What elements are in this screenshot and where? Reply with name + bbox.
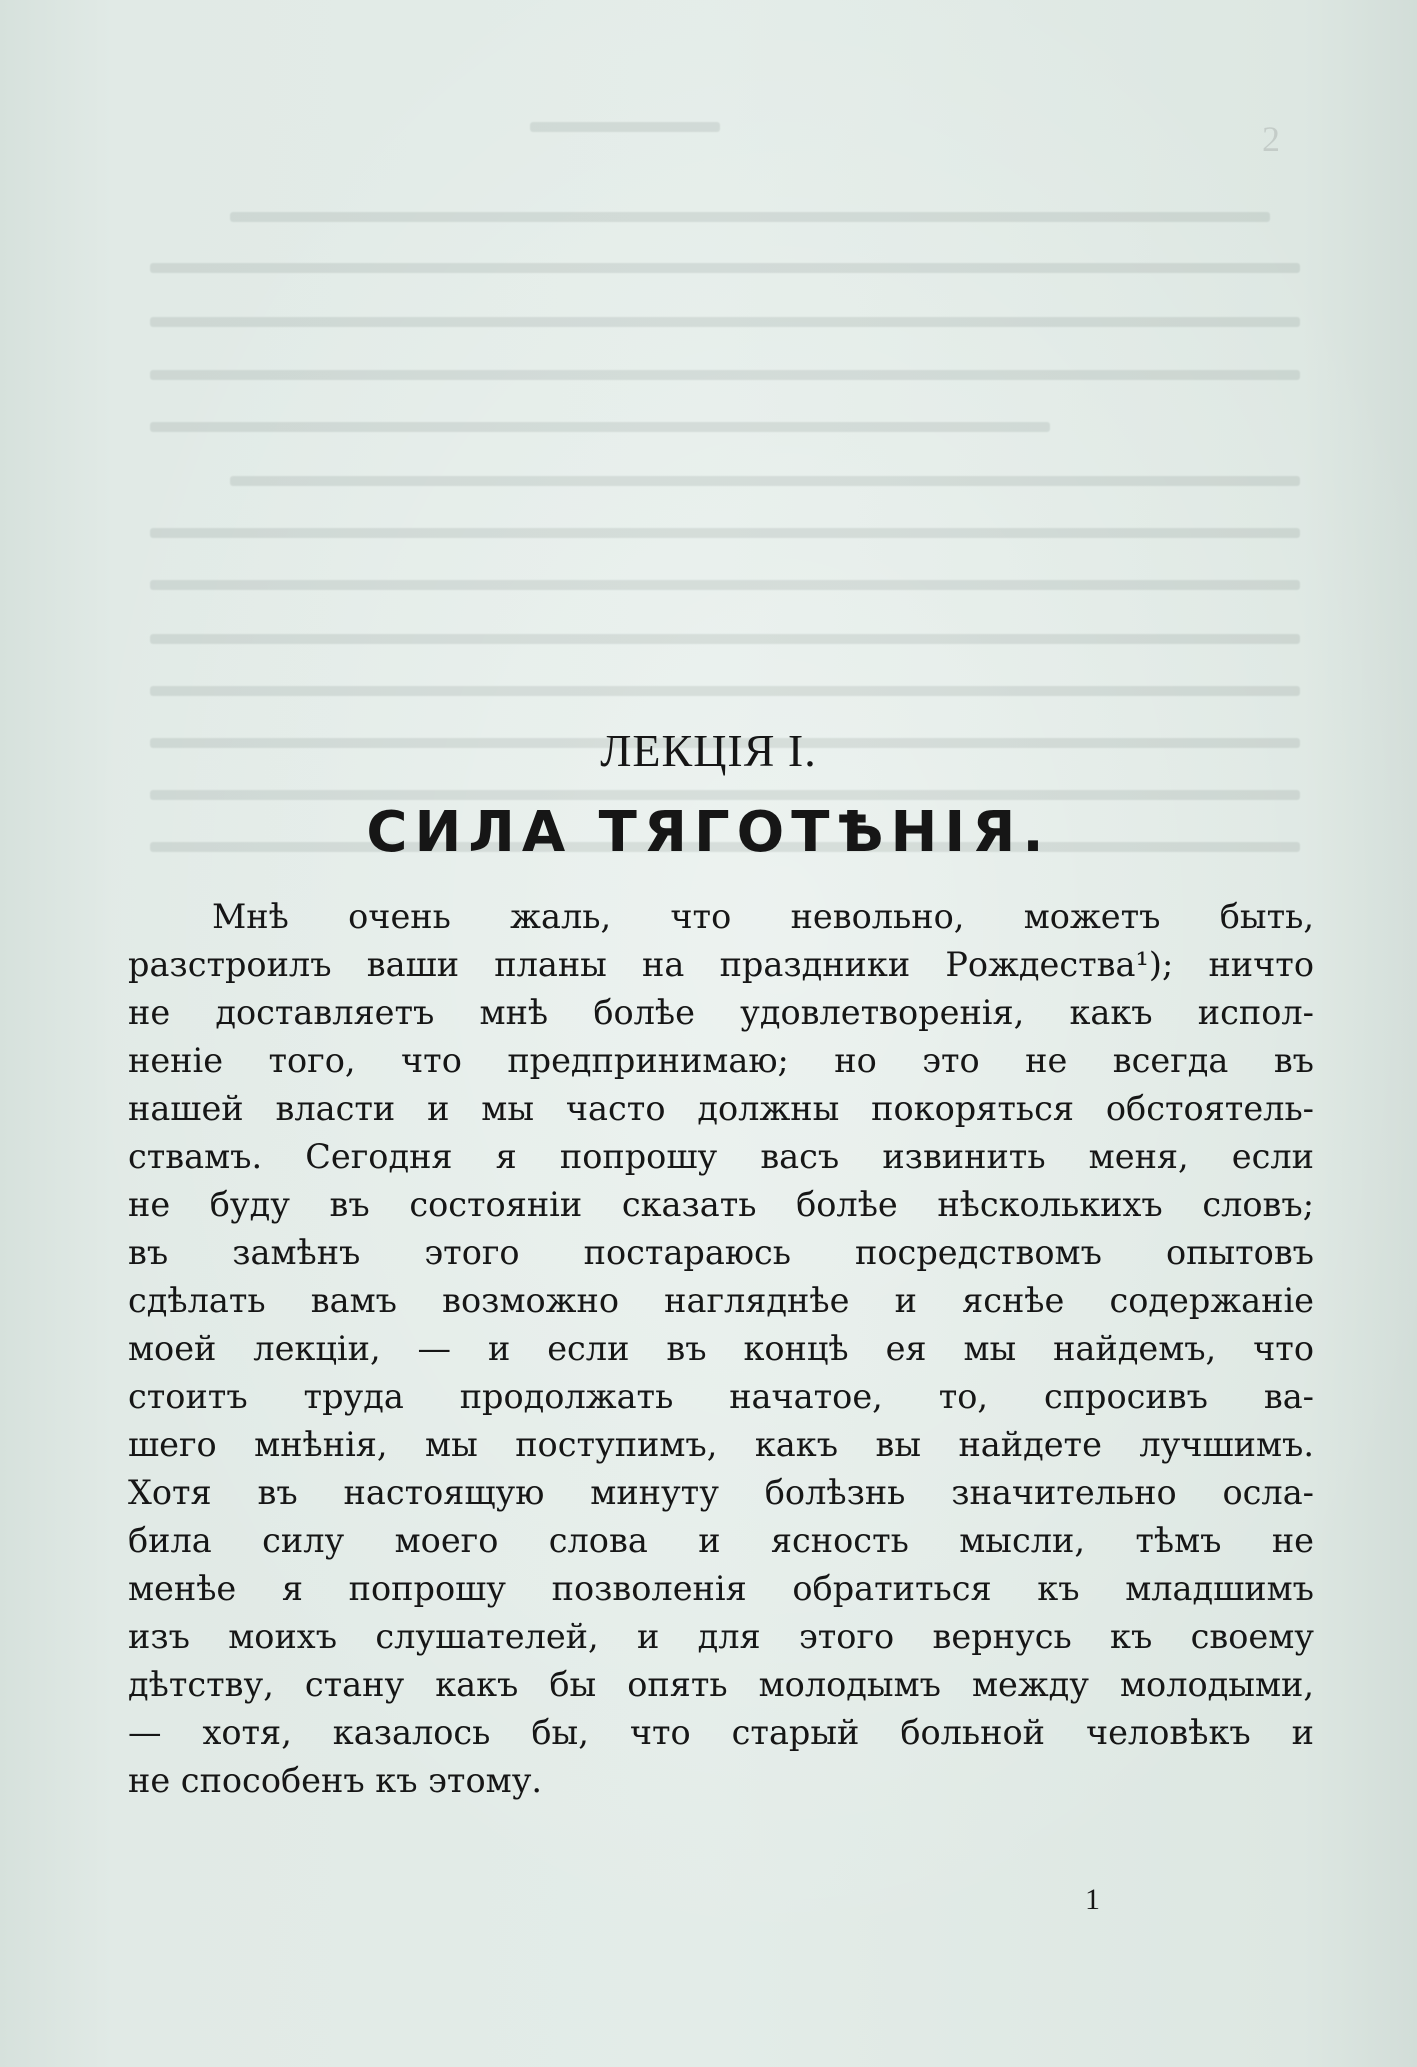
text-line: менѣе я попрошу позволенія обратиться къ младшимъ xyxy=(128,1569,1314,1608)
text-line: била силу моего слова и ясность мысли, тѣмъ не xyxy=(128,1521,1314,1560)
text-line: не доставляетъ мнѣ болѣе удовлетворенія, какъ испол- xyxy=(128,993,1314,1032)
text-line: разстроилъ ваши планы на праздники Рождества¹); ничто xyxy=(128,945,1314,984)
text-line: стоитъ труда продолжать начатое, то, спросивъ ва- xyxy=(128,1377,1314,1416)
text-line: Хотя въ настоящую минуту болѣзнь значительно осла- xyxy=(128,1473,1314,1512)
page-number: 1 xyxy=(1085,1883,1100,1916)
text-line: сдѣлать вамъ возможно нагляднѣе и яснѣе содержаніе xyxy=(128,1281,1314,1320)
text-line: неніе того, что предпринимаю; но это не всегда въ xyxy=(128,1041,1314,1080)
text-line: не буду въ состояніи сказать болѣе нѣсколькихъ словъ; xyxy=(128,1185,1314,1224)
text-line: въ замѣнъ этого постараюсь посредствомъ опытовъ xyxy=(128,1233,1314,1272)
text-line: не способенъ къ этому. xyxy=(128,1761,543,1800)
text-line: изъ моихъ слушателей, и для этого вернусь къ своему xyxy=(128,1617,1314,1656)
show-through-page-mark: 2 xyxy=(1262,119,1280,159)
text-line: дѣтству, стану какъ бы опять молодымъ между молодыми, xyxy=(128,1665,1314,1704)
text-line: ствамъ. Сегодня я попрошу васъ извинить меня, если xyxy=(128,1137,1314,1176)
text-line: нашей власти и мы часто должны покоряться обстоятель- xyxy=(128,1089,1314,1128)
text-line: моей лекціи, — и если въ концѣ ея мы найдемъ, что xyxy=(128,1329,1314,1368)
lecture-title-heading: СИЛА ТЯГОТѢНІЯ. xyxy=(366,800,1051,865)
text-line: Мнѣ очень жаль, что невольно, можетъ быть, xyxy=(212,897,1314,936)
lecture-number-heading: ЛЕКЦІЯ I. xyxy=(600,725,817,776)
lecture-body-text xyxy=(128,893,1314,1805)
text-line: шего мнѣнія, мы поступимъ, какъ вы найдете лучшимъ. xyxy=(128,1425,1314,1464)
text-line: — хотя, казалось бы, что старый больной человѣкъ и xyxy=(128,1713,1314,1752)
